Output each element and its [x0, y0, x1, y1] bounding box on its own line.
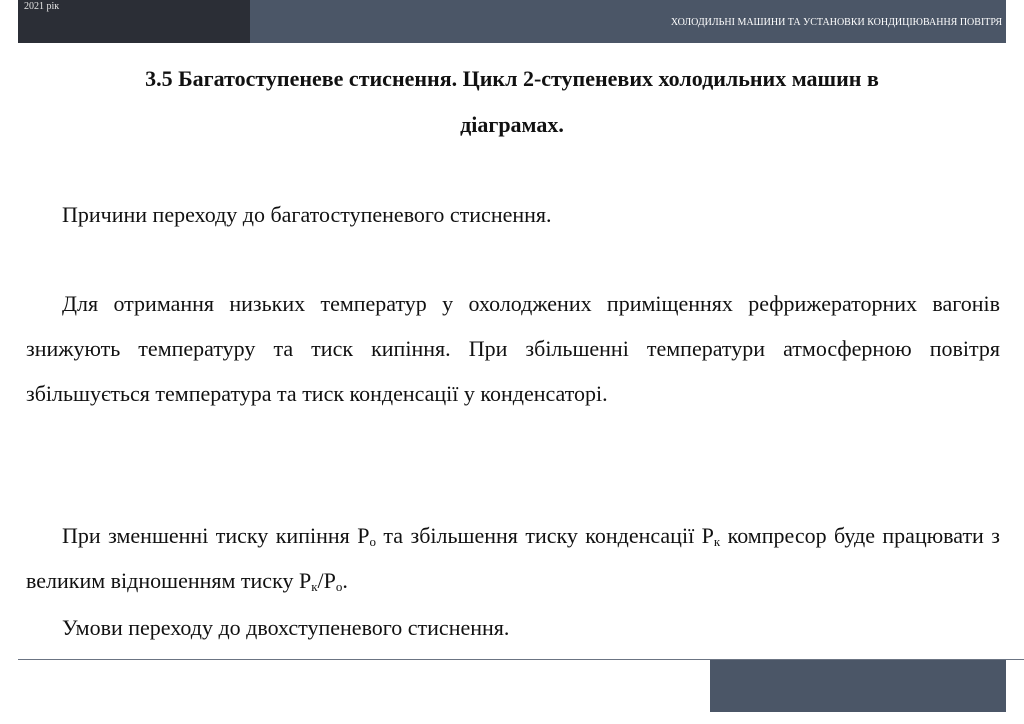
body2-text-1: При зменшенні тиску кипіння Р — [62, 523, 370, 548]
header-left-band — [18, 0, 250, 43]
body2-text-4: /Р — [317, 568, 336, 593]
section-title-line2: діаграмах. — [460, 112, 564, 137]
reasons-heading: Причини переходу до багатоступеневого стиснення. — [62, 202, 552, 227]
body2-text-5: . — [342, 568, 348, 593]
header-right-band — [250, 0, 1006, 43]
footer-band — [710, 660, 1006, 712]
body2-text-2: та збільшення тиску конденсації Р — [375, 523, 714, 548]
body2-text-3: компресор буде працювати з великим відношенням тиску Р — [26, 523, 1000, 593]
conditions-heading: Умови переходу до двохступеневого стиснення. — [62, 615, 510, 640]
body-paragraph-1: Для отримання низьких температур у охолоджених приміщеннях рефрижераторних вагонів знижують температуру та тиск кипіння. При збільшенні температури атмосферною повітря збільшується температура та тиск конденсації у конденсаторі. — [26, 291, 1000, 406]
body2-sub-3: к — [311, 579, 318, 594]
body-paragraph-2 — [26, 513, 1000, 603]
section-title — [40, 56, 984, 148]
header-year: 2021 рік — [24, 1, 60, 12]
header-subject: ХОЛОДИЛЬНІ МАШИНИ ТА УСТАНОВКИ КОНДИЦІЮВАННЯ ПОВІТРЯ — [670, 17, 1002, 28]
body2-sub-2: к — [713, 534, 721, 549]
section-title-line1: 3.5 Багатоступеневе стиснення. Цикл 2-ступеневих холодильних машин в — [145, 66, 879, 91]
body2-sub-1: о — [369, 534, 376, 549]
body2-sub-4: о — [335, 579, 343, 594]
